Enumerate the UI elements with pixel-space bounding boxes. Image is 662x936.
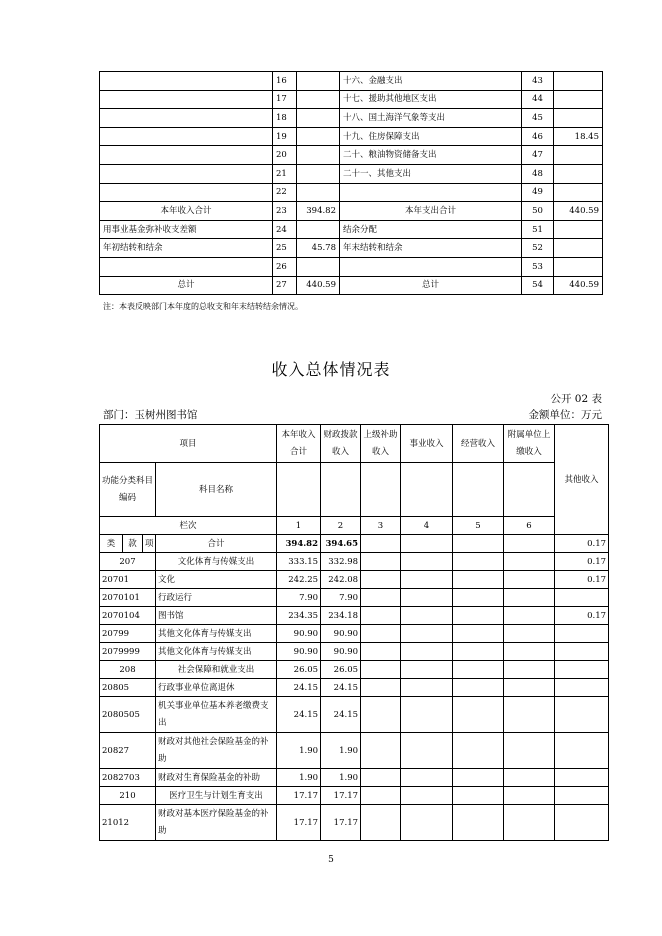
column-index-row: 栏次 1 2 3 4 5 6 <box>100 517 609 535</box>
form-number: 公开 02 表 <box>550 393 602 405</box>
table-row: 19 十九、住房保障支出 46 18.45 <box>100 127 603 146</box>
total-row: 类 款 项 合计 394.82 394.65 0.17 <box>100 535 609 553</box>
income-overview-table <box>99 424 609 841</box>
subject-name-header: 科目名称 <box>156 463 277 517</box>
table-row: 2082703 财政对生育保险基金的补助 1.90 1.90 <box>100 769 609 787</box>
header-col2: 财政拨款收入 <box>321 425 361 463</box>
summary-table-continued <box>99 71 603 295</box>
table-row: 用事业基金弥补收支差额 24 结余分配 51 <box>100 220 603 239</box>
page-number: 5 <box>328 855 334 865</box>
table-note: 注：本表反映部门本年度的总收支和年末结转结余情况。 <box>103 302 303 311</box>
table-row: 207 文化体育与传媒支出 333.15 332.98 0.17 <box>100 553 609 571</box>
table-row: 18 十八、国土海洋气象等支出 45 <box>100 109 603 128</box>
table-row: 20805 行政事业单位离退休 24.15 24.15 <box>100 679 609 697</box>
table-row: 20 二十、粮油物资储备支出 47 <box>100 146 603 165</box>
header-row <box>100 425 609 463</box>
table-row: 2070104 图书馆 234.35 234.18 0.17 <box>100 607 609 625</box>
header-col3: 上级补助收入 <box>361 425 401 463</box>
header-col1: 本年收入合计 <box>277 425 321 463</box>
table-row: 总计 27 440.59 总计 54 440.59 <box>100 276 603 295</box>
table-row: 21012 财政对基本医疗保险基金的补助 17.17 17.17 <box>100 805 609 841</box>
table-row: 210 医疗卫生与计划生育支出 17.17 17.17 <box>100 787 609 805</box>
amount-unit-label: 金额单位：万元 <box>528 409 602 421</box>
table-row: 16 十六、金融支出 43 <box>100 72 603 91</box>
header-row <box>100 463 609 517</box>
table-row: 20701 文化 242.25 242.08 0.17 <box>100 571 609 589</box>
func-code-header: 功能分类科目编码 <box>100 463 156 517</box>
table-row: 2080505 机关事业单位基本养老缴费支出 24.15 24.15 <box>100 697 609 733</box>
table-row: 20827 财政对其他社会保险基金的补助 1.90 1.90 <box>100 733 609 769</box>
page-title: 收入总体情况表 <box>271 360 391 379</box>
header-col5: 经营收入 <box>453 425 504 463</box>
department-label: 部门：玉树州图书馆 <box>103 409 198 421</box>
table-row: 2079999 其他文化体育与传媒支出 90.90 90.90 <box>100 643 609 661</box>
header-col6: 附属单位上缴收入 <box>504 425 555 463</box>
table-row: 22 49 <box>100 183 603 202</box>
header-item: 项目 <box>100 425 277 463</box>
table-row: 17 十七、援助其他地区支出 44 <box>100 90 603 109</box>
table-row: 本年收入合计 23 394.82 本年支出合计 50 440.59 <box>100 202 603 221</box>
table-row: 26 53 <box>100 257 603 276</box>
table-row: 2070101 行政运行 7.90 7.90 <box>100 589 609 607</box>
table-row: 年初结转和结余 25 45.78 年末结转和结余 52 <box>100 239 603 258</box>
header-col4: 事业收入 <box>401 425 453 463</box>
table-row: 21 二十一、其他支出 48 <box>100 164 603 183</box>
header-col7: 其他收入 <box>555 425 609 535</box>
table-row: 20799 其他文化体育与传媒支出 90.90 90.90 <box>100 625 609 643</box>
table-row: 208 社会保障和就业支出 26.05 26.05 <box>100 661 609 679</box>
